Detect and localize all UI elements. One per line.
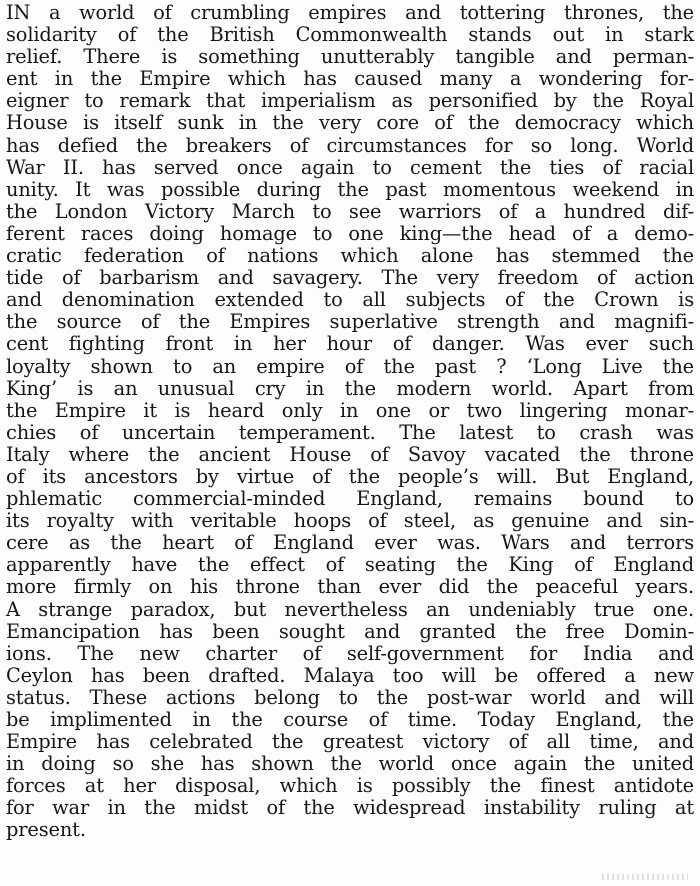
article-line: has defied the breakers of circumstances for so long. World [6,133,694,157]
article-line: more firmly on his throne than ever did the peaceful years. [6,575,694,599]
article-line: House is itself sunk in the very core of the democracy which [6,111,694,135]
article-line: the London Victory March to see warriors of a hundred dif- [6,199,694,223]
article-line: cent fighting front in her hour of danger. Was ever such [6,332,694,356]
article-line: and denomination extended to all subjects of the Crown is [6,288,694,312]
article-line: apparently have the effect of seating the King of England [6,553,694,577]
article-line: in doing so she has shown the world once again the united [6,752,694,776]
article-line: Empire has celebrated the greatest victory of all time, and [6,730,694,754]
article-line: cere as the heart of England ever was. Wars and terrors [6,531,694,555]
article-line: Emancipation has been sought and granted the free Domin- [6,619,694,643]
article-line: chies of uncertain temperament. The latest to crash was [6,420,694,444]
article-line: Italy where the ancient House of Savoy vacated the throne [6,442,694,466]
article-line: A strange paradox, but nevertheless an undeniably true one. [6,597,694,621]
article-line: status. These actions belong to the post-war world and will [6,685,694,709]
article-line: eigner to remark that imperialism as personified by the Royal [6,89,694,113]
article-line: King’ is an unusual cry in the modern world. Apart from [6,376,694,400]
article-line: IN a world of crumbling empires and tottering thrones, the [6,1,694,24]
article-line: present. [6,818,86,842]
article-line: ent in the Empire which has caused many a wondering for- [6,67,694,91]
editorial-article [6,2,694,842]
article-line: War II. has served once again to cement the ties of racial [6,155,694,179]
article-line: tide of barbarism and savagery. The very freedom of action [6,266,694,290]
article-line: Ceylon has been drafted. Malaya too will be offered a new [6,663,694,687]
print-smudge [602,874,688,880]
article-line: be implimented in the course of time. Today England, the [6,708,694,731]
article-line: relief. There is something unutterably tangible and perman- [6,45,694,69]
article-line: the Empire it is heard only in one or two lingering monar- [6,398,694,422]
article-line: solidarity of the British Commonwealth stands out in stark [6,23,694,47]
article-line: forces at her disposal, which is possibly the finest antidote [6,774,694,798]
article-line: cratic federation of nations which alone has stemmed the [6,244,694,268]
article-line: the source of the Empires superlative strength and magnifi- [6,310,694,334]
article-line: of its ancestors by virtue of the people’s will. But England, [6,464,694,488]
article-line: for war in the midst of the widespread instability ruling at [6,796,694,820]
article-line: phlematic commercial-minded England, remains bound to [6,487,694,511]
article-line: ions. The new charter of self-government for India and [6,641,694,665]
article-line: loyalty shown to an empire of the past ? ‘Long Live the [6,354,694,378]
article-line: ferent races doing homage to one king—the head of a demo- [6,221,694,245]
article-line: its royalty with veritable hoops of steel, as genuine and sin- [6,509,694,533]
article-line: unity. It was possible during the past momentous weekend in [6,177,694,201]
